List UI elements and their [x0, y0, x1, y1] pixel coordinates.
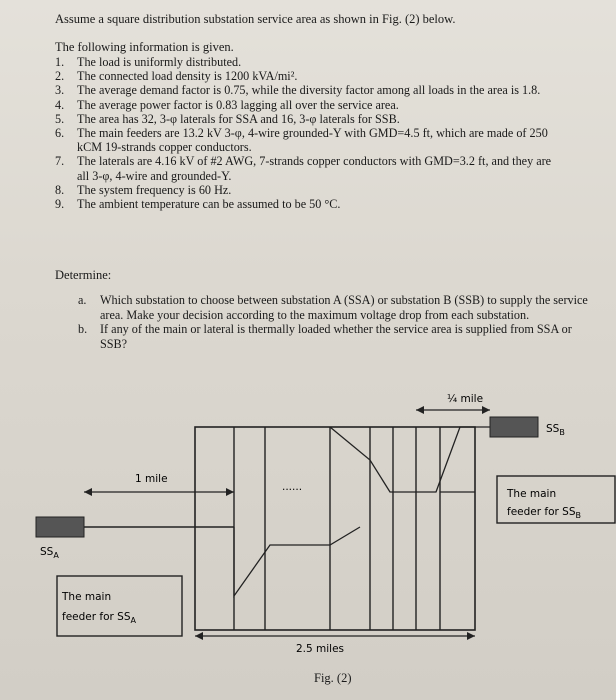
question-item: a. Which substation to choose between substation A (SSA) or substation B (SSB) to supply the service area. Make your decision according to the maximum voltage drop from each substation. [78, 293, 588, 322]
list-item: 3. The average demand factor is 0.75, while the diversity factor among all loads in the area is 1.8. [55, 83, 541, 98]
list-item: 9. The ambient temperature can be assumed to be 50 °C. [55, 197, 341, 212]
list-item: 4. The average power factor is 0.83 lagging all over the service area. [55, 97, 399, 112]
ssa-feeder-label-line1: The main [62, 591, 112, 603]
intro-text: Assume a square distribution substation service area as shown in Fig. (2) below. [55, 12, 456, 26]
arrow-right-icon [467, 632, 475, 640]
given-heading: The following information is given. [55, 40, 234, 54]
ssb-feeder-label-line2: feeder for $SS_B$ [507, 506, 582, 520]
figure-caption: Fig. (2) [314, 671, 352, 685]
ssa-feeder-box [57, 576, 182, 636]
question-item: b. If any of the main or lateral is thermally loaded whether the service area is supplied from SSA or SSB? [78, 322, 572, 351]
arrow-right-icon [226, 488, 234, 496]
ssb-feeder-label-line1: The main [507, 488, 557, 500]
ssa-label: $SS_A$ [40, 546, 59, 560]
list-item: 8. The system frequency is 60 Hz. [55, 182, 232, 197]
ssb-label: $SS_B$ [546, 423, 565, 437]
laterals [234, 427, 440, 630]
arrow-left-icon [416, 406, 424, 414]
ssa-substation-block [36, 517, 84, 537]
ssa-feeder-label-line2: feeder for $SS_A$ [62, 611, 136, 625]
list-item: 7. The laterals are 4.16 kV of #2 AWG, 7-strands copper conductors with GMD=3.2 ft, and they are all 3-φ, 4-wire and grounded-Y. [55, 154, 552, 183]
ssb-substation-block [490, 417, 538, 437]
arrow-right-icon [482, 406, 490, 414]
ssb-feeder-path [330, 427, 490, 492]
list-item: 6. The main feeders are 13.2 kV 3-φ, 4-wire grounded-Y with GMD=4.5 ft, which are made of 250 kCM 19-strands copper conductors. [55, 126, 548, 155]
dots-label: ...... [282, 481, 303, 493]
one-mile-label: 1 mile [135, 473, 168, 485]
determine-heading: Determine: [55, 268, 112, 282]
quarter-mile-label: ¼ mile [447, 393, 484, 405]
ssa-feeder-path [234, 527, 360, 596]
list-item: 5. The area has 32, 3-φ laterals for SSA and 16, 3-φ laterals for SSB. [55, 111, 400, 126]
arrow-left-icon [84, 488, 92, 496]
list-item: 1. The load is uniformly distributed. [55, 55, 242, 69]
two-half-miles-label: 2.5 miles [296, 643, 345, 655]
list-item: 2. The connected load density is 1200 kVA/mi². [55, 69, 298, 84]
service-area-square [195, 427, 475, 630]
arrow-left-icon [195, 632, 203, 640]
